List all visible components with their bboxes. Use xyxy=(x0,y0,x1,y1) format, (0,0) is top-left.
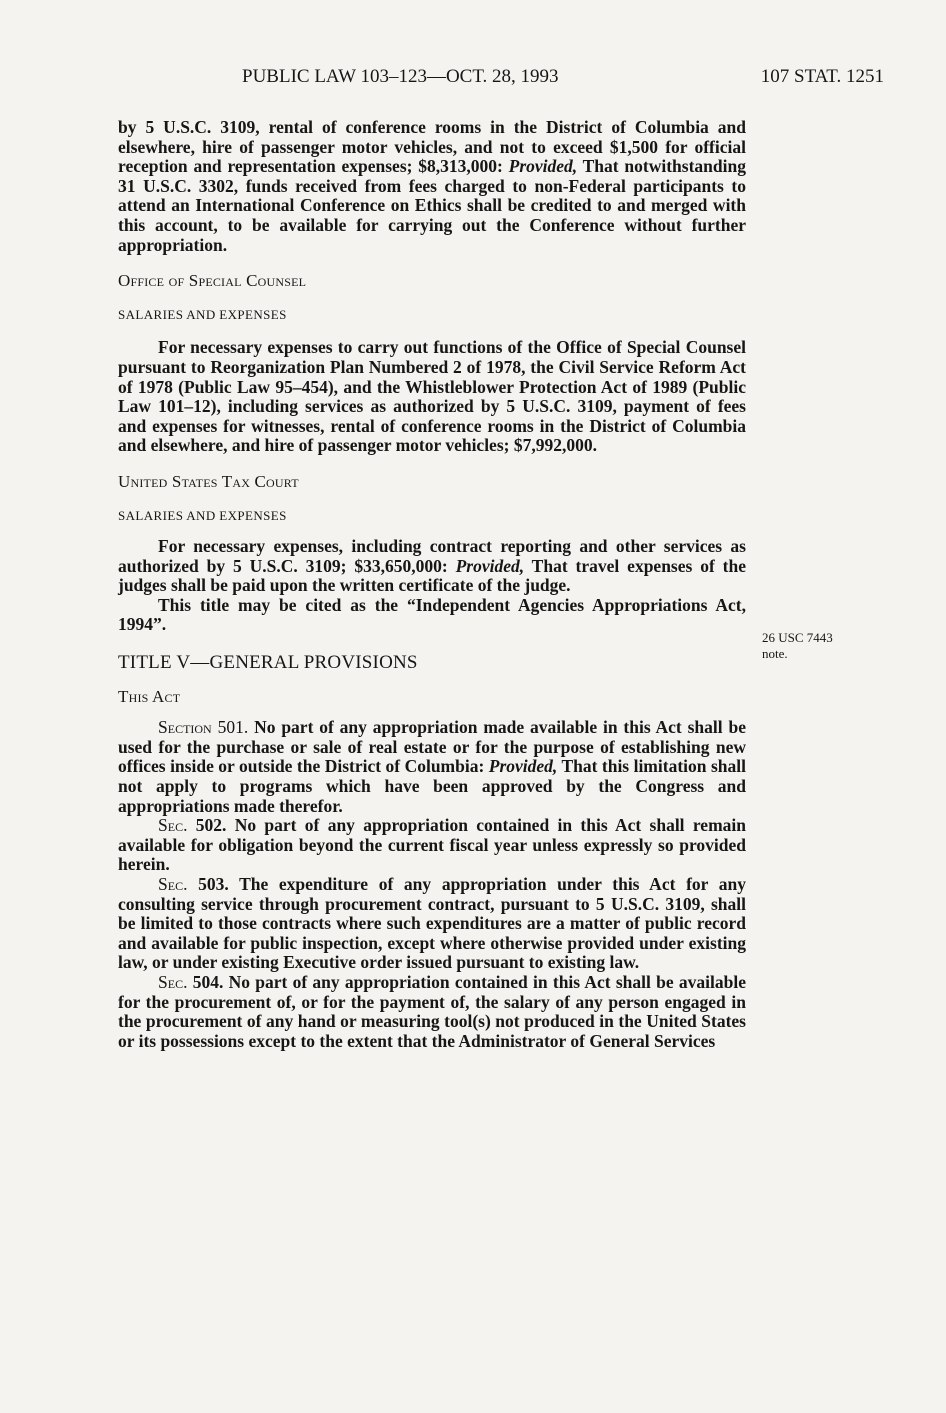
provided-italic: Provided, xyxy=(488,756,558,777)
margin-note-usc xyxy=(762,630,833,662)
paragraph-tax-court: For necessary expenses, including contract reporting and other services as authorized by 5 U.S.C. 3109; $33,650,000: Provided, That travel expenses of the judges shall be paid upon the written certificate of the judge. xyxy=(118,536,747,596)
margin-note-line: note. xyxy=(762,646,788,661)
section-504: Sec. 504. No part of any appropriation contained in this Act shall be available for the procurement of, or for the payment of, the salary of any person engaged in the procurement of any hand or measuring tool(s) not produced in the United States or its possessions except to the extent that the Administrator of General Services xyxy=(118,971,746,1051)
section-502: Sec. 502. No part of any appropriation contained in this Act shall remain available for obligation beyond the current fiscal year unless expressly so provided herein. xyxy=(118,815,746,875)
provided-italic: Provided, xyxy=(455,555,525,576)
section-501: Section 501. No part of any appropriation made available in this Act shall be used for the purchase or sale of real estate or for the purpose of establishing new offices inside or outside the District of Columbia: Provided, That this limitation shall not apply to programs which have been approved by the Congress and appropriations made therefor. xyxy=(118,717,746,816)
section-label: Section 501. xyxy=(158,717,249,738)
paragraph-short-title: This title may be cited as the “Independent Agencies Appropriations Act, 1994”. xyxy=(118,594,746,635)
section-label: Sec. xyxy=(158,815,188,836)
title-v-heading: TITLE V—GENERAL PROVISIONS xyxy=(118,652,418,674)
paragraph-special-counsel: For necessary expenses to carry out functions of the Office of Special Counsel pursuant to Reorganization Plan Numbered 2 of 1978, the Civil Service Reform Act of 1978 (Public Law 95–454), and the Whistleblower Protection Act of 1989 (Public Law 101–12), including services as authorized by 5 U.S.C. 3109, payment of fees and expenses for witnesses, rental of conference rooms in the District of Columbia and elsewhere, and hire of passenger motor vehicles; $7,992,000. xyxy=(118,337,746,456)
margin-note-line: 26 USC 7443 xyxy=(762,630,833,645)
provided-italic: Provided, xyxy=(508,156,578,177)
body-text xyxy=(118,118,746,1051)
section-label: Sec. xyxy=(158,971,188,992)
heading-this-act: This Act xyxy=(118,686,181,706)
section-503: Sec. 503. The expenditure of any appropriation under this Act for any consulting service through procurement contract, pursuant to 5 U.S.C. 3109, shall be limited to those contracts where such expenditures are a matter of public record and available for public inspection, except where otherwise provided under existing law, or under existing Executive order issued pursuant to existing law. xyxy=(118,874,746,973)
heading-salaries-expenses: SALARIES AND EXPENSES xyxy=(118,507,287,523)
heading-salaries-expenses: SALARIES AND EXPENSES xyxy=(118,306,287,322)
section-label: Sec. xyxy=(158,874,188,894)
page-header xyxy=(0,66,946,96)
paragraph-continuation: by 5 U.S.C. 3109, rental of conference rooms in the District of Columbia and elsewhere, hire of passenger motor vehicles, and not to exceed $1,500 for official reception and representation expenses; $8,313,000: Provided, That notwithstanding 31 U.S.C. 3302, funds received from fees charged to non-Federal participants to attend an International Conference on Ethics shall be credited to and merged with this account, to be available for carrying out the Conference without further appropriation. xyxy=(118,117,746,255)
running-head: PUBLIC LAW 103–123—OCT. 28, 1993 xyxy=(242,66,559,87)
heading-office-special-counsel: Office of Special Counsel xyxy=(118,271,307,291)
heading-tax-court: United States Tax Court xyxy=(118,471,299,491)
statute-citation: 107 STAT. 1251 xyxy=(760,66,884,87)
